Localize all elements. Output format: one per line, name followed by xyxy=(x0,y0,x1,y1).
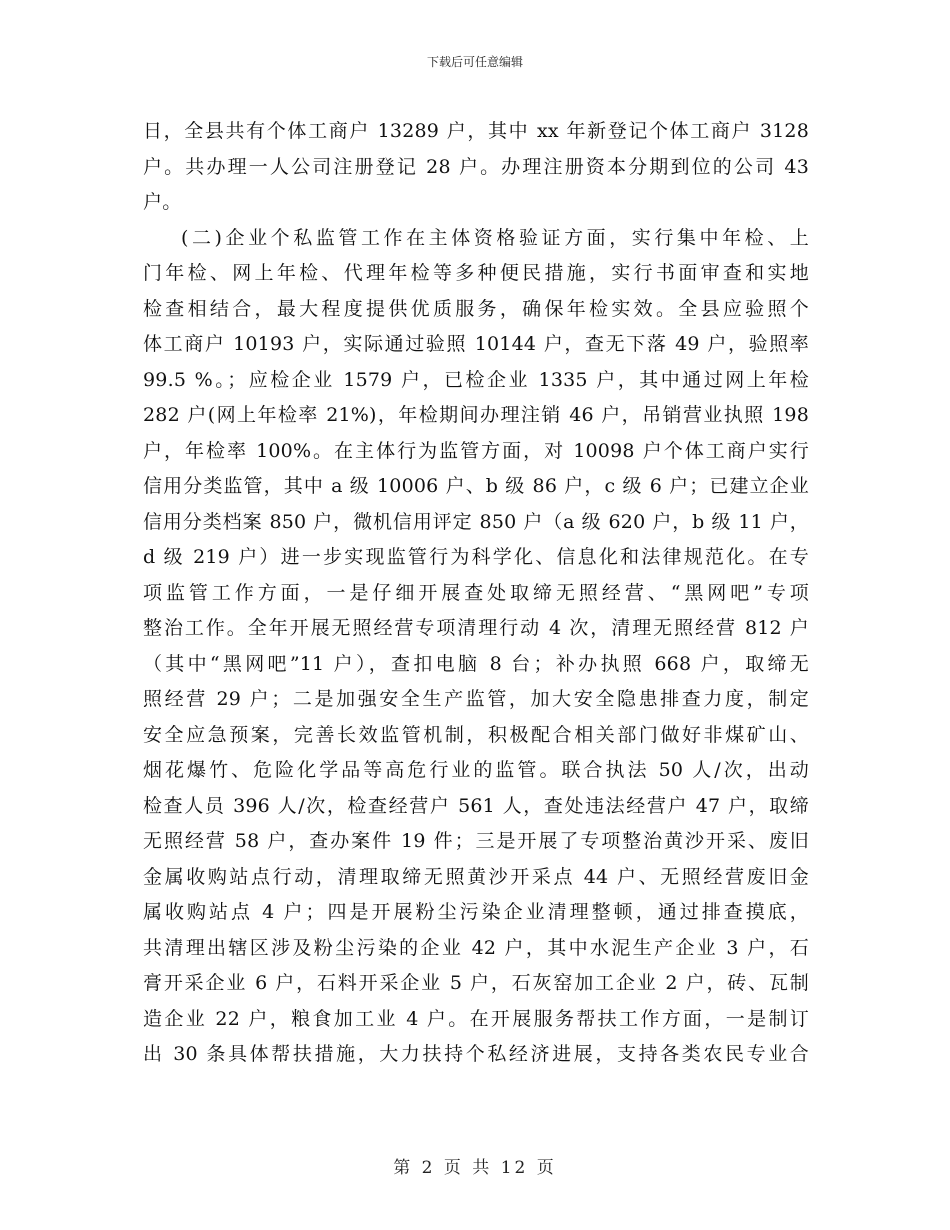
text-line: 属收购站点 4 户；四是开展粉尘污染企业清理整顿，通过排查摸底， xyxy=(143,901,809,923)
page-number-footer: 第 2 页 共 12 页 xyxy=(393,1158,557,1178)
text-line: 户，年检率 100%。在主体行为监管方面，对 10098 户个体工商户实行 xyxy=(143,439,809,462)
text-line: 282 户(网上年检率 21%)，年检期间办理注销 46 户，吊销营业执照 198 xyxy=(143,404,809,426)
text-line: 户。共办理一人公司注册登记 28 户。办理注册资本分期到位的公司 43 xyxy=(143,155,809,178)
document-body xyxy=(143,114,809,1073)
text-line: 门年检、网上年检、代理年检等多种便民措施，实行书面审查和实地 xyxy=(143,262,809,284)
text-line: 安全应急预案，完善长效监管机制，积极配合相关部门做好非煤矿山、 xyxy=(143,723,809,746)
text-line: 烟花爆竹、危险化学品等高危行业的监管。联合执法 50 人/次，出动 xyxy=(143,759,809,781)
text-line: （其中“黑网吧”11 户），查扣电脑 8 台；补办执照 668 户，取缔无 xyxy=(143,652,809,675)
text-line: 膏开采企业 6 户，石料开采企业 5 户，石灰窑加工企业 2 户，砖、瓦制 xyxy=(143,972,809,994)
text-line: 信用分类档案 850 户，微机信用评定 850 户（a 级 620 户，b 级 11 户， xyxy=(143,510,809,533)
text-line: 检查相结合，最大程度提供优质服务，确保年检实效。全县应验照个 xyxy=(143,297,809,320)
text-line: 整治工作。全年开展无照经营专项清理行动 4 次，清理无照经营 812 户 xyxy=(143,617,809,639)
text-line: 照经营 29 户；二是加强安全生产监管，加大安全隐患排查力度，制定 xyxy=(143,688,809,710)
text-line: d 级 219 户）进一步实现监管行为科学化、信息化和法律规范化。在专 xyxy=(143,546,809,568)
text-line: 户。 xyxy=(143,191,182,213)
text-line: 项监管工作方面，一是仔细开展查处取缔无照经营、“黑网吧”专项 xyxy=(143,581,809,604)
paragraph-2 xyxy=(143,221,809,1073)
text-line: 金属收购站点行动，清理取缔无照黄沙开采点 44 户、无照经营废旧金 xyxy=(143,865,809,888)
text-line: 99.5 %。；应检企业 1579 户，已检企业 1335 户，其中通过网上年检 xyxy=(143,368,809,391)
paragraph-1 xyxy=(143,114,809,221)
text-line: 出 30 条具体帮扶措施，大力扶持个私经济进展，支持各类农民专业合 xyxy=(143,1043,809,1065)
text-line: 共清理出辖区涉及粉尘污染的企业 42 户，其中水泥生产企业 3 户，石 xyxy=(143,936,809,959)
text-line: 信用分类监管，其中 a 级 10006 户、b 级 86 户，c 级 6 户；已建立企业 xyxy=(143,475,809,497)
text-line: 无照经营 58 户，查办案件 19 件；三是开展了专项整治黄沙开采、废旧 xyxy=(143,830,809,852)
page-header: 下载后可任意编辑 xyxy=(426,55,523,69)
text-line: 体工商户 10193 户，实际通过验照 10144 户，查无下落 49 户，验照率 xyxy=(143,333,809,355)
text-line: 日，全县共有个体工商户 13289 户，其中 xx 年新登记个体工商户 3128 xyxy=(143,120,809,142)
text-line: 检查人员 396 人/次，检查经营户 561 人，查处违法经营户 47 户，取缔 xyxy=(143,794,809,817)
text-line: (二)企业个私监管工作在主体资格验证方面，实行集中年检、上 xyxy=(181,226,809,249)
text-line: 造企业 22 户，粮食加工业 4 户。在开展服务帮扶工作方面，一是制订 xyxy=(143,1007,809,1030)
